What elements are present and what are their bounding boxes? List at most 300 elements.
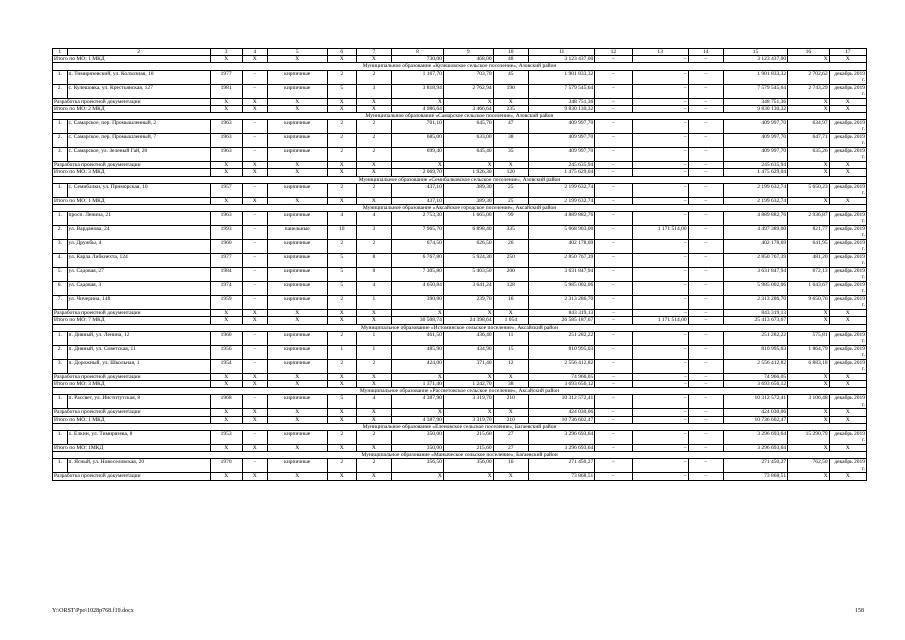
- table-cell: 350,00: [392, 431, 444, 445]
- building-address: с. Самарское, ул. Зеленый Гай, 20: [67, 148, 210, 162]
- summary-cell: –: [595, 197, 632, 204]
- table-cell: 1963: [210, 212, 242, 226]
- summary-row: [53, 373, 867, 380]
- table-cell: декабрь 2019 г.: [829, 148, 866, 162]
- summary-cell: –: [688, 473, 723, 480]
- summary-cell: X: [267, 310, 327, 317]
- table-cell: кирпичные: [267, 459, 327, 473]
- table-row: [53, 120, 867, 134]
- building-address: п. Тимирязевский, ул. Колхозная, 10: [67, 70, 210, 84]
- table-cell: –: [632, 148, 688, 162]
- repair-program-table: [52, 48, 867, 481]
- table-cell: 251 282,22: [723, 331, 787, 345]
- summary-row: [53, 416, 867, 423]
- table-cell: 409 997,70: [723, 134, 787, 148]
- table-cell: 26: [493, 240, 528, 254]
- table-cell: 250: [493, 254, 528, 268]
- summary-cell: X: [392, 310, 444, 317]
- summary-cell: X: [327, 445, 356, 452]
- summary-label: Итого по МО: 1 МКД: [53, 416, 211, 423]
- summary-cell: X: [267, 98, 327, 105]
- summary-cell: 74 966,05: [723, 373, 787, 380]
- table-cell: –: [632, 70, 688, 84]
- table-cell: 1981: [210, 84, 242, 98]
- table-cell: 1 901 833,32: [723, 70, 787, 84]
- summary-cell: X: [210, 310, 242, 317]
- table-cell: декабрь 2019 г.: [829, 359, 866, 373]
- table-cell: 634,97: [788, 120, 829, 134]
- table-cell: 436,40: [443, 331, 493, 345]
- summary-cell: X: [242, 381, 267, 388]
- table-cell: –: [242, 395, 267, 409]
- table-cell: 1953: [210, 431, 242, 445]
- table-cell: –: [595, 84, 632, 98]
- table-cell: 271 450,27: [723, 459, 787, 473]
- table-cell: –: [688, 345, 723, 359]
- table-row: [53, 240, 867, 254]
- table-row: [53, 84, 867, 98]
- summary-cell: –: [595, 317, 632, 324]
- table-cell: 2 556 412,82: [723, 359, 787, 373]
- table-cell: 251 282,22: [528, 331, 594, 345]
- summary-cell: –: [688, 416, 723, 423]
- table-cell: декабрь 2019 г.: [829, 183, 866, 197]
- table-cell: 4 497 389,00: [723, 226, 787, 240]
- row-number: 1.: [53, 331, 68, 345]
- municipality-name: Муниципальное образование «Рассветовское сельское поселение», Аксайский район: [53, 388, 867, 395]
- summary-cell: 3 466,64: [443, 105, 493, 112]
- summary-cell: 26 585 187,67: [528, 317, 594, 324]
- summary-cell: X: [242, 105, 267, 112]
- table-cell: 1963: [210, 120, 242, 134]
- table-cell: 402 178,69: [723, 240, 787, 254]
- table-cell: 424,00: [392, 359, 444, 373]
- table-cell: 1: [327, 345, 356, 359]
- table-cell: 762,50: [788, 459, 829, 473]
- column-number-row: [53, 49, 867, 56]
- table-row: [53, 183, 867, 197]
- summary-cell: X: [242, 98, 267, 105]
- summary-cell: –: [595, 445, 632, 452]
- table-cell: 1 643,67: [788, 282, 829, 296]
- table-cell: –: [632, 431, 688, 445]
- building-address: п. Дорожный, ул. Школьная, 1: [67, 359, 210, 373]
- table-cell: кирпичные: [267, 120, 327, 134]
- summary-cell: X: [788, 56, 829, 63]
- summary-cell: X: [210, 98, 242, 105]
- table-cell: 6 898,40: [443, 226, 493, 240]
- summary-cell: 350,00: [392, 445, 444, 452]
- summary-cell: 74 966,05: [528, 373, 594, 380]
- table-cell: кирпичные: [267, 240, 327, 254]
- table-cell: кирпичные: [267, 296, 327, 310]
- table-cell: 645,70: [443, 120, 493, 134]
- summary-cell: –: [595, 381, 632, 388]
- table-cell: –: [242, 459, 267, 473]
- table-cell: 190: [493, 84, 528, 98]
- summary-label: Разработка проектной документации: [53, 162, 211, 169]
- table-cell: 409 997,70: [528, 120, 594, 134]
- summary-cell: X: [210, 317, 242, 324]
- table-cell: 4: [327, 212, 356, 226]
- summary-cell: X: [267, 197, 327, 204]
- summary-cell: X: [788, 317, 829, 324]
- summary-cell: X: [392, 98, 444, 105]
- table-row: [53, 459, 867, 473]
- summary-cell: 468,00: [443, 56, 493, 63]
- table-cell: –: [688, 226, 723, 240]
- table-cell: 2: [327, 431, 356, 445]
- table-cell: –: [688, 431, 723, 445]
- summary-row: [53, 105, 867, 112]
- building-address: с. Кулешовка, ул. Крестьянская, 127: [67, 84, 210, 98]
- table-cell: 3 296 693,64: [723, 431, 787, 445]
- table-cell: 2 199 632,74: [528, 183, 594, 197]
- row-number: 1.: [53, 431, 68, 445]
- table-cell: –: [595, 395, 632, 409]
- summary-cell: X: [392, 162, 444, 169]
- table-cell: 481,20: [788, 254, 829, 268]
- table-cell: –: [632, 345, 688, 359]
- table-cell: 461,50: [392, 331, 444, 345]
- building-address: ул. Чичерина, 148: [67, 296, 210, 310]
- column-number: 14: [688, 49, 723, 56]
- table-cell: 5: [327, 268, 356, 282]
- summary-cell: 235: [493, 105, 528, 112]
- summary-cell: 3 123 437,00: [723, 56, 787, 63]
- table-cell: декабрь 2019 г.: [829, 459, 866, 473]
- building-address: х. Елкин, ул. Тимирязева, 8: [67, 431, 210, 445]
- table-cell: 1956: [210, 345, 242, 359]
- summary-cell: X: [327, 409, 356, 416]
- table-cell: 402 178,69: [528, 240, 594, 254]
- summary-cell: 9 830 130,32: [528, 105, 594, 112]
- summary-cell: 2 069,70: [392, 169, 444, 176]
- row-number: 7.: [53, 296, 68, 310]
- table-cell: 4 889 882,76: [528, 212, 594, 226]
- table-cell: –: [242, 212, 267, 226]
- table-row: [53, 359, 867, 373]
- summary-cell: X: [788, 162, 829, 169]
- table-cell: –: [632, 254, 688, 268]
- summary-cell: –: [595, 56, 632, 63]
- summary-cell: 1 475 629,04: [528, 169, 594, 176]
- table-cell: –: [595, 359, 632, 373]
- table-cell: 27: [493, 431, 528, 445]
- table-cell: 2: [356, 148, 391, 162]
- summary-cell: 1 371,40: [392, 381, 444, 388]
- summary-cell: –: [595, 373, 632, 380]
- summary-cell: 27: [493, 445, 528, 452]
- table-cell: 2: [327, 359, 356, 373]
- document-sheet: [52, 48, 867, 481]
- summary-cell: –: [632, 381, 688, 388]
- summary-cell: X: [267, 416, 327, 423]
- table-cell: 1993: [210, 226, 242, 240]
- table-cell: кирпичные: [267, 431, 327, 445]
- table-cell: 641,95: [788, 240, 829, 254]
- summary-label: Итого по МО: 3 МКД: [53, 381, 211, 388]
- row-number: 1.: [53, 212, 68, 226]
- summary-cell: X: [788, 197, 829, 204]
- municipality-header-row: [53, 324, 867, 331]
- summary-cell: X: [829, 445, 866, 452]
- table-cell: –: [688, 254, 723, 268]
- table-cell: кирпичные: [267, 254, 327, 268]
- row-number: 2.: [53, 345, 68, 359]
- table-cell: декабрь 2019 г.: [829, 345, 866, 359]
- municipality-header-row: [53, 205, 867, 212]
- summary-label: Разработка проектной документации: [53, 373, 211, 380]
- summary-cell: X: [210, 445, 242, 452]
- table-cell: 5 650,23: [788, 183, 829, 197]
- table-cell: кирпичные: [267, 84, 327, 98]
- summary-cell: X: [829, 169, 866, 176]
- table-cell: кирпичные: [267, 212, 327, 226]
- building-address: просп. Ленина, 21: [67, 212, 210, 226]
- building-address: ул. Варданова, 24: [67, 226, 210, 240]
- table-cell: 2 702,62: [788, 70, 829, 84]
- table-cell: 647,71: [788, 134, 829, 148]
- summary-label: Разработка проектной документации: [53, 310, 211, 317]
- table-cell: 2 850 767,39: [528, 254, 594, 268]
- summary-cell: –: [595, 105, 632, 112]
- table-cell: 128: [493, 282, 528, 296]
- row-number: 1.: [53, 459, 68, 473]
- table-cell: –: [688, 359, 723, 373]
- column-number: 10: [493, 49, 528, 56]
- table-cell: 5 403,50: [443, 268, 493, 282]
- summary-cell: X: [788, 373, 829, 380]
- summary-cell: X: [392, 473, 444, 480]
- table-cell: –: [688, 183, 723, 197]
- table-cell: 2: [327, 134, 356, 148]
- summary-cell: X: [210, 105, 242, 112]
- municipality-header-row: [53, 176, 867, 183]
- summary-cell: X: [327, 473, 356, 480]
- summary-cell: 843 319,13: [528, 310, 594, 317]
- summary-cell: X: [242, 317, 267, 324]
- table-cell: 2: [327, 120, 356, 134]
- table-cell: 2 313 286,70: [528, 296, 594, 310]
- column-number: 13: [632, 49, 688, 56]
- table-cell: 210: [493, 395, 528, 409]
- summary-row: [53, 317, 867, 324]
- table-cell: 8: [356, 254, 391, 268]
- summary-cell: X: [267, 381, 327, 388]
- summary-cell: X: [210, 373, 242, 380]
- table-cell: 1: [356, 331, 391, 345]
- table-cell: 2: [356, 134, 391, 148]
- table-cell: 3 641,24: [443, 282, 493, 296]
- table-cell: кирпичные: [267, 282, 327, 296]
- summary-cell: X: [829, 162, 866, 169]
- row-number: 1.: [53, 70, 68, 84]
- table-cell: кирпичные: [267, 134, 327, 148]
- summary-cell: X: [242, 409, 267, 416]
- table-cell: 821,77: [788, 226, 829, 240]
- municipality-header-row: [53, 113, 867, 120]
- table-cell: –: [595, 240, 632, 254]
- summary-cell: 4 986,64: [392, 105, 444, 112]
- table-cell: 810 995,03: [528, 345, 594, 359]
- summary-cell: X: [829, 310, 866, 317]
- table-cell: 5: [327, 395, 356, 409]
- summary-cell: X: [829, 416, 866, 423]
- table-cell: 5 985 002,06: [723, 282, 787, 296]
- table-cell: декабрь 2019 г.: [829, 254, 866, 268]
- summary-cell: 73 868,51: [528, 473, 594, 480]
- summary-cell: X: [242, 169, 267, 176]
- summary-cell: X: [443, 409, 493, 416]
- table-cell: 2: [327, 459, 356, 473]
- summary-row: [53, 197, 867, 204]
- table-cell: 6 883,18: [788, 359, 829, 373]
- summary-row: [53, 445, 867, 452]
- summary-cell: 245 635,94: [723, 162, 787, 169]
- table-cell: 3 631 847,94: [528, 268, 594, 282]
- table-cell: 99: [493, 212, 528, 226]
- summary-cell: 1 926,30: [443, 169, 493, 176]
- municipality-name: Муниципальное образование «Маныческое сельское поселение», Багаевский район: [53, 452, 867, 459]
- building-address: ул. Садовая, 27: [67, 268, 210, 282]
- table-cell: –: [242, 296, 267, 310]
- summary-cell: X: [242, 310, 267, 317]
- table-cell: панельные: [267, 226, 327, 240]
- table-cell: 1 901 833,32: [528, 70, 594, 84]
- table-cell: кирпичные: [267, 395, 327, 409]
- table-cell: 7 579 545,64: [528, 84, 594, 98]
- table-row: [53, 431, 867, 445]
- building-address: ул. Дружбы, 4: [67, 240, 210, 254]
- summary-cell: X: [327, 373, 356, 380]
- table-row: [53, 268, 867, 282]
- row-number: 2.: [53, 134, 68, 148]
- summary-cell: X: [788, 381, 829, 388]
- summary-cell: X: [829, 105, 866, 112]
- summary-cell: X: [788, 445, 829, 452]
- summary-cell: –: [688, 373, 723, 380]
- summary-label: Итого по МО: 7 МКД: [53, 317, 211, 324]
- summary-cell: X: [493, 473, 528, 480]
- summary-cell: 4 387,90: [392, 416, 444, 423]
- row-number: 4.: [53, 254, 68, 268]
- table-cell: 3 319,70: [443, 395, 493, 409]
- summary-cell: X: [242, 373, 267, 380]
- table-row: [53, 395, 867, 409]
- summary-cell: X: [493, 373, 528, 380]
- summary-cell: –: [632, 105, 688, 112]
- row-number: 1.: [53, 395, 68, 409]
- table-cell: декабрь 2019 г.: [829, 431, 866, 445]
- table-cell: –: [242, 282, 267, 296]
- summary-cell: –: [688, 105, 723, 112]
- summary-cell: X: [327, 105, 356, 112]
- summary-cell: 1 475 629,04: [723, 169, 787, 176]
- summary-cell: 30 508,74: [392, 317, 444, 324]
- summary-cell: –: [632, 197, 688, 204]
- summary-cell: 3 296 693,64: [528, 445, 594, 452]
- table-cell: 1957: [210, 183, 242, 197]
- table-cell: 1 171 514,00: [632, 226, 688, 240]
- table-cell: 335: [493, 226, 528, 240]
- table-cell: 2: [327, 296, 356, 310]
- table-cell: –: [242, 431, 267, 445]
- table-cell: 356,00: [443, 459, 493, 473]
- summary-cell: X: [788, 409, 829, 416]
- table-cell: кирпичные: [267, 70, 327, 84]
- table-cell: 4 387,90: [392, 395, 444, 409]
- table-cell: –: [688, 395, 723, 409]
- summary-cell: 437,10: [392, 197, 444, 204]
- table-cell: 1974: [210, 282, 242, 296]
- table-cell: декабрь 2019 г.: [829, 296, 866, 310]
- summary-cell: 1 171 514,00: [632, 317, 688, 324]
- summary-cell: 3 296 693,64: [723, 445, 787, 452]
- summary-cell: X: [267, 105, 327, 112]
- table-cell: 1: [356, 296, 391, 310]
- summary-cell: X: [493, 409, 528, 416]
- table-cell: 5: [327, 254, 356, 268]
- table-cell: 8: [356, 268, 391, 282]
- summary-cell: –: [632, 473, 688, 480]
- table-cell: 2: [356, 183, 391, 197]
- table-cell: –: [688, 84, 723, 98]
- table-row: [53, 331, 867, 345]
- table-cell: кирпичные: [267, 183, 327, 197]
- summary-cell: X: [267, 317, 327, 324]
- table-cell: 2: [356, 70, 391, 84]
- summary-row: [53, 310, 867, 317]
- table-cell: 1968: [210, 395, 242, 409]
- table-cell: кирпичные: [267, 331, 327, 345]
- page-number: 158: [855, 608, 864, 614]
- table-cell: 3 296 693,64: [528, 431, 594, 445]
- table-cell: 15: [493, 345, 528, 359]
- row-number: 3.: [53, 240, 68, 254]
- summary-cell: X: [829, 98, 866, 105]
- column-number: 12: [595, 49, 632, 56]
- table-cell: 45: [493, 70, 528, 84]
- table-cell: 409 997,70: [528, 148, 594, 162]
- row-number: 5.: [53, 268, 68, 282]
- column-number: 17: [829, 49, 866, 56]
- table-cell: –: [688, 148, 723, 162]
- table-cell: –: [595, 345, 632, 359]
- summary-cell: X: [242, 56, 267, 63]
- table-cell: кирпичные: [267, 359, 327, 373]
- summary-cell: –: [595, 473, 632, 480]
- table-cell: –: [595, 254, 632, 268]
- table-cell: 2 743,29: [788, 84, 829, 98]
- table-cell: –: [595, 282, 632, 296]
- table-cell: –: [688, 282, 723, 296]
- table-cell: декабрь 2019 г.: [829, 212, 866, 226]
- table-cell: 2: [327, 148, 356, 162]
- table-cell: 16: [493, 459, 528, 473]
- table-cell: декабрь 2019 г.: [829, 240, 866, 254]
- table-cell: –: [242, 183, 267, 197]
- row-number: 3.: [53, 359, 68, 373]
- municipality-header-row: [53, 423, 867, 430]
- summary-cell: –: [688, 381, 723, 388]
- table-cell: –: [595, 296, 632, 310]
- summary-cell: X: [210, 416, 242, 423]
- summary-cell: X: [443, 473, 493, 480]
- summary-cell: 424 030,06: [723, 409, 787, 416]
- table-cell: 2: [327, 183, 356, 197]
- table-cell: –: [595, 212, 632, 226]
